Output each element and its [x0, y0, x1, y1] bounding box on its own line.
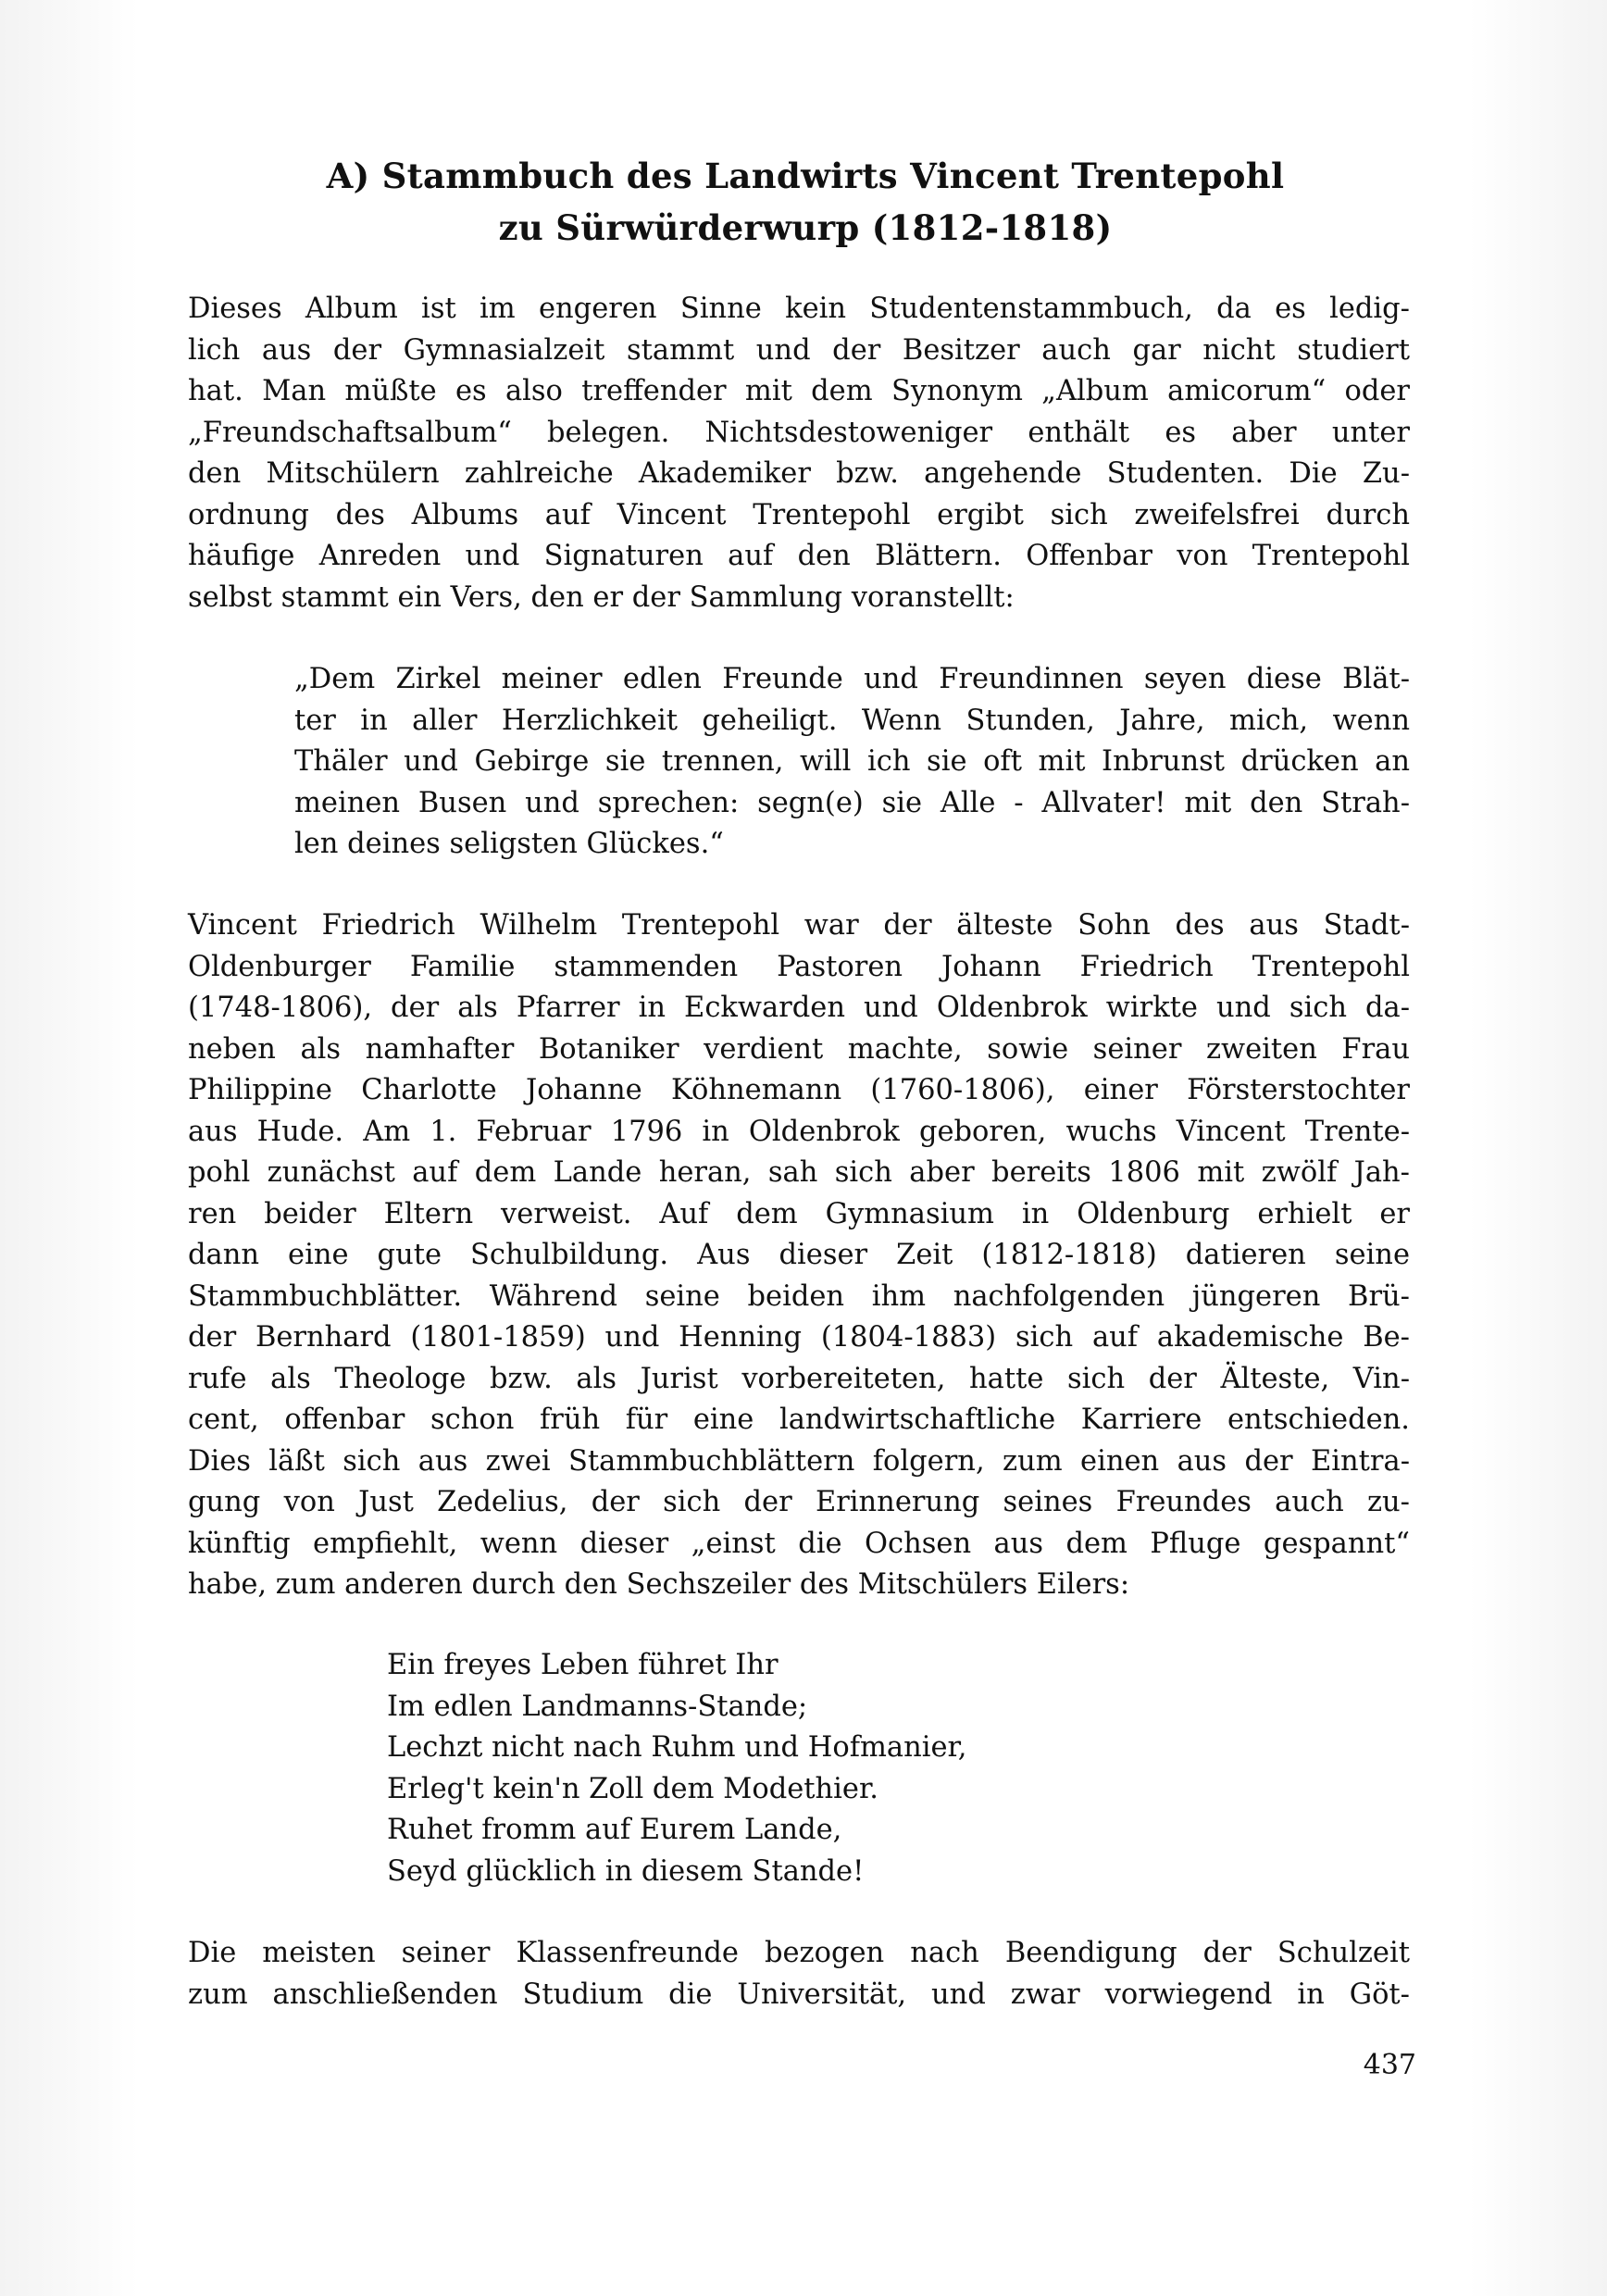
text-line: Vincent Friedrich Wilhelm Trentepohl war der älteste Sohn des aus Stadt-: [188, 909, 1410, 942]
paragraph-continuation: [188, 1933, 1410, 2015]
text-line: ordnung des Albums auf Vincent Trentepohl ergibt sich zweifelsfrei durch: [188, 498, 1410, 531]
page-number: 437: [1363, 2049, 1416, 2081]
quote-line: Thäler und Gebirge sie trennen, will ich sie oft mit Inbrunst drücken an: [294, 745, 1410, 778]
text-line: ren beider Eltern verweist. Auf dem Gymnasium in Oldenburg erhielt er: [188, 1197, 1410, 1230]
text-line: aus Hude. Am 1. Februar 1796 in Oldenbrok geboren, wuchs Vincent Trente-: [188, 1115, 1410, 1148]
text-line: dann eine gute Schulbildung. Aus dieser Zeit (1812-1818) datieren seine: [188, 1239, 1410, 1271]
text-line: Philippine Charlotte Johanne Köhnemann (1760-1806), einer Försterstochter: [188, 1074, 1410, 1106]
chapter-title-line-1: A) Stammbuch des Landwirts Vincent Trentepohl: [326, 156, 1285, 196]
text-line: „Freundschaftsalbum“ belegen. Nichtsdestoweniger enthält es aber unter: [188, 416, 1410, 449]
poem-line: Lechzt nicht nach Ruhm und Hofmanier,: [387, 1731, 967, 1764]
text-line: lich aus der Gymnasialzeit stammt und der Besitzer auch gar nicht studiert: [188, 333, 1410, 367]
text-line: rufe als Theologe bzw. als Jurist vorbereiteten, hatte sich der Älteste, Vin-: [188, 1362, 1410, 1395]
poem-line: Ein freyes Leben führet Ihr: [387, 1649, 779, 1681]
text-line: Dieses Album ist im engeren Sinne kein Studentenstammbuch, da es ledig-: [188, 293, 1410, 325]
text-line: (1748-1806), der als Pfarrer in Eckwarden und Oldenbrok wirkte und sich da-: [188, 992, 1410, 1024]
poem-line: Seyd glücklich in diesem Stande!: [387, 1854, 865, 1888]
quote-line: „Dem Zirkel meiner edlen Freunde und Freundinnen seyen diese Blät-: [294, 663, 1410, 695]
text-line: Stammbuchblätter. Während seine beiden ihm nachfolgenden jüngeren Brü-: [188, 1279, 1410, 1313]
text-line: neben als namhafter Botaniker verdient machte, sowie seiner zweiten Frau: [188, 1032, 1410, 1066]
text-line: den Mitschülern zahlreiche Akademiker bzw. angehende Studenten. Die Zu-: [188, 457, 1410, 490]
quote-line: meinen Busen und sprechen: segn(e) sie Alle - Allvater! mit den Strah-: [294, 786, 1410, 819]
quote-line: len deines seligsten Glückes.“: [294, 828, 724, 860]
chapter-title: [185, 150, 1426, 254]
text-line: cent, offenbar schon früh für eine landwirtschaftliche Karriere entschieden.: [188, 1404, 1410, 1436]
text-line: selbst stammt ein Vers, den er der Sammlung voranstellt:: [188, 580, 1015, 614]
text-line: Dies läßt sich aus zwei Stammbuchblättern folgern, zum einen aus der Eintra-: [188, 1444, 1410, 1478]
text-line: Oldenburger Familie stammenden Pastoren Johann Friedrich Trentepohl: [188, 950, 1410, 983]
paragraph-biography: [188, 905, 1410, 1606]
text-line: künftig empfiehlt, wenn dieser „einst die Ochsen aus dem Pfluge gespannt“: [188, 1527, 1410, 1560]
text-line: hat. Man müßte es also treffender mit dem Synonym „Album amicorum“ oder: [188, 375, 1410, 407]
block-quote: [294, 659, 1410, 866]
scan-shadow-left: [0, 0, 139, 2296]
text-line: pohl zunächst auf dem Lande heran, sah sich aber bereits 1806 mit zwölf Jah-: [188, 1156, 1410, 1189]
text-line: habe, zum anderen durch den Sechszeiler des Mitschülers Eilers:: [188, 1568, 1130, 1601]
poem-line: Im edlen Landmanns-Stande;: [387, 1690, 808, 1723]
text-line: Die meisten seiner Klassenfreunde bezogen nach Beendigung der Schulzeit: [188, 1937, 1410, 1969]
text-line: gung von Just Zedelius, der sich der Erinnerung seines Freundes auch zu-: [188, 1486, 1410, 1518]
text-line: häufige Anreden und Signaturen auf den Blättern. Offenbar von Trentepohl: [188, 540, 1410, 572]
text-line: der Bernhard (1801-1859) und Henning (1804-1883) sich auf akademische Be-: [188, 1321, 1410, 1354]
poem-verse: [387, 1645, 1220, 1892]
poem-line: Erleg't kein'n Zoll dem Modethier.: [387, 1772, 878, 1805]
paragraph-intro: [188, 289, 1410, 618]
quote-line: ter in aller Herzlichkeit geheiligt. Wenn Stunden, Jahre, mich, wenn: [294, 704, 1410, 737]
poem-line: Ruhet fromm auf Eurem Lande,: [387, 1814, 842, 1846]
chapter-title-line-2: zu Sürwürderwurp (1812-1818): [498, 207, 1113, 248]
text-line: zum anschließenden Studium die Universität, und zwar vorwiegend in Göt-: [188, 1978, 1410, 2011]
scan-shadow-right: [1468, 0, 1607, 2296]
